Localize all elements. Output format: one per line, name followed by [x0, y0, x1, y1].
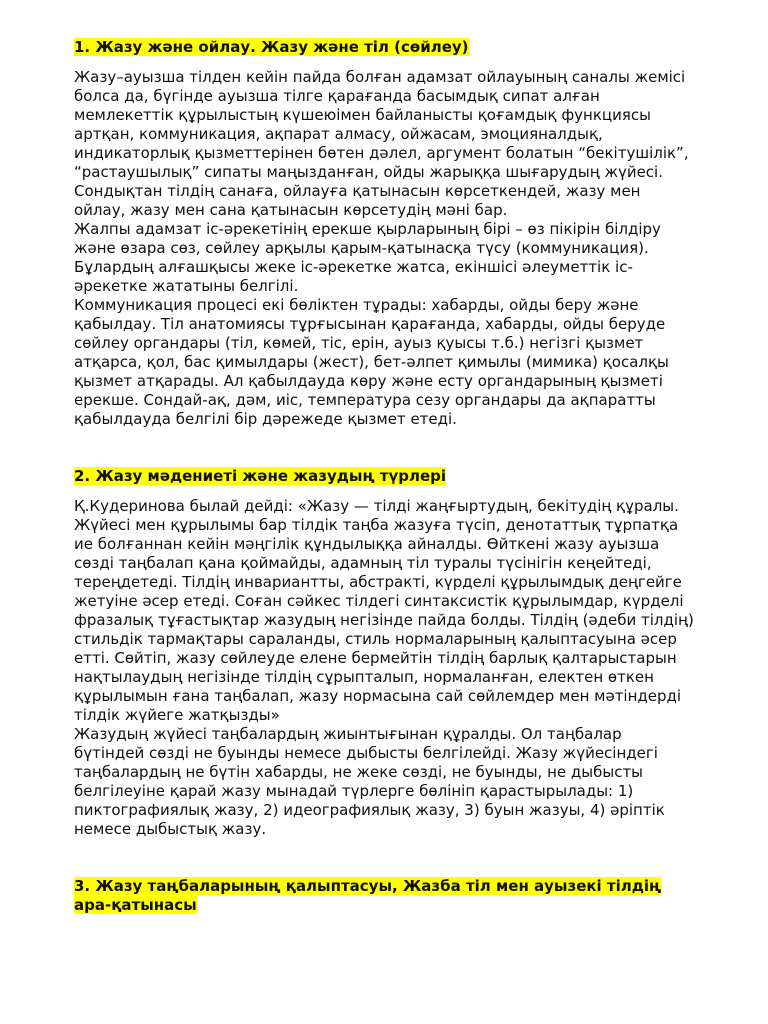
section-1-heading — [74, 38, 694, 57]
section-1-paragraph-3: Коммуникация процесі екі бөліктен тұрады: хабарды, ойды беру және қабылдау. Тіл анатомиясы тұрғысынан қарағанда, хабарды, ойды беруде сөйлеу органдары (тіл, көмей, тіс, ерін, ауыз қуысы т.б.) негізгі қызмет атқарса, қол, бас қимылдары (жест), бет-әлпет қимылы (мимика) қосалқы қызмет атқарады. Ал қабылдауда көру және есту органдарының қызметі ерекше. Сондай-ақ, дәм, иіс, температура сезу органдары да ақпаратты қабылдауда белгілі бір дәрежеде қызмет етеді. — [74, 296, 669, 428]
section-2-paragraph-2: Жазудың жүйесі таңбалардың жиынтығынан құралды. Ол таңбалар бүтіндей сөзді не буынды немесе дыбысты белгілейді. Жазу жүйесіндегі таңбалардың не бүтін хабарды, не жеке сөзді, не буынды, не дыбысты белгілеуіне қарай жазу мынадай түрлерге бөлініп қарастырылады: 1) пиктографиялық жазу, 2) идеографиялық жазу, 3) буын жазуы, 4) әріптік немесе дыбыстық жазу. — [74, 725, 665, 838]
section-3-heading-text: 3. Жазу таңбаларының қалыптасуы, Жазба тіл мен ауызекі тілдің ара-қатынасы — [74, 877, 662, 914]
section-2-heading — [74, 467, 694, 486]
section-2-paragraph-1: Қ.Кудеринова былай дейді: «Жазу — тілді жаңғыртудың, бекітудің құралы. Жүйесі мен құрылымы бар тілдік таңба жазуға түсіп, денотаттық тұрпатқа ие болғаннан кейін мәңгілік құндылыққа айналды. Өйткені жазу ауызша сөзді таңбалап қана қоймайды, адамның тіл туралы түсінігін кеңейтеді, тереңдетеді. Тілдің инвариантты, абстракті, күрделі құрылымдық деңгейге жетуіне әсер етеді. Соған сәйкес тілдегі синтаксистік құрылымдар, күрделі фразалық тұғастықтар жазудың негізінде пайда болды. Тілдің (әдеби тілдің) стильдік тармақтары сараланды, стиль нормаларының қалыптасуына әсер етті. Сөйтіп, жазу сөйлеуде елене бермейтін тілдің барлық қалтарыстарын нақтылаудың негізінде тілдің сұрыпталып, нормаланған, електен өткен құрылымын ғана таңбалап, жазу нормасына сай сөйлемдер мен мәтіндерді тілдік жүйеге жатқызды» — [74, 497, 694, 724]
document-page — [74, 38, 694, 915]
section-3-heading — [74, 877, 694, 915]
section-1-paragraph-1: Жазу–ауызша тілден кейін пайда болған адамзат ойлауының саналы жемісі болса да, бүгінде ауызша тілге қарағанда басымдық сипат алған мемлекеттік құрылыстың күшеюімен байланысты қоғамдық функциясы артқан, коммуникация, ақпарат алмасу, ойжасам, эмоцияналдық, индикаторлық қызметтерінен бөтен дәлел, аргумент болатын “бекітушілік”, “растаушылық” сипаты маңызданған, ойды жарыққа шығарудың жүйесі. Сондықтан тілдің санаға, ойлауға қатынасын көрсеткендей, жазу мен ойлау, жазу мен сана қатынасын көрсетудің мәні бар. — [74, 68, 689, 219]
section-1-heading-text: 1. Жазу және ойлау. Жазу және тіл (сөйлеу) — [74, 38, 469, 56]
section-1-paragraph-2: Жалпы адамзат іс-әрекетінің ерекше қырларының бірі – өз пікірін білдіру және өзара сөз, сөйлеу арқылы қарым-қатынасқа түсу (коммуникация). Бұлардың алғашқысы жеке іс-әрекетке жатса, екіншісі әлеуметтік іс-әрекетке жататыны белгілі. — [74, 220, 661, 295]
section-2-heading-text: 2. Жазу мәдениеті және жазудың түрлері — [74, 467, 447, 485]
